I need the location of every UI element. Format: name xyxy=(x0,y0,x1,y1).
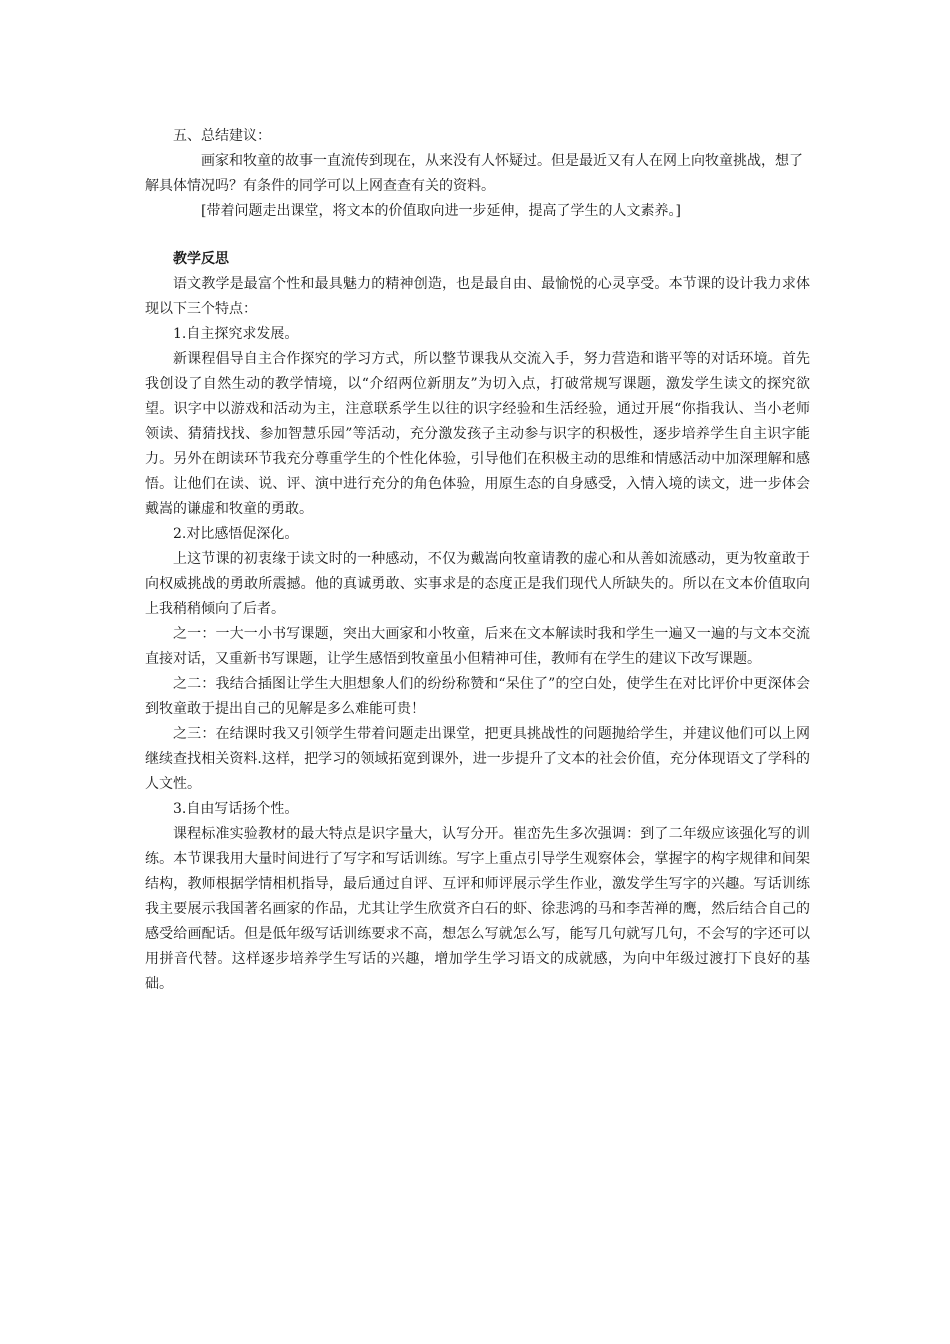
point-2-sub-1: 之一：一大一小书写课题，突出大画家和小牧童，后来在文本解读时我和学生一遍又一遍的与文本交流直接对话，又重新书写课题，让学生感悟到牧童虽小但精神可佳，教师有在学生的建议下改写课题。 xyxy=(145,626,810,667)
point-1-title: 1.自主探究求发展。 xyxy=(173,326,299,342)
reflection-title: 教学反思 xyxy=(173,251,229,267)
point-3-title: 3.自由写话扬个性。 xyxy=(173,801,299,817)
point-2-body: 上这节课的初衷缘于读文时的一种感动，不仅为戴嵩向牧童请教的虚心和从善如流感动，更为牧童敢于向权威挑战的勇敢所震撼。他的真诚勇敢、实事求是的态度正是我们现代人所缺失的。所以在文本价值取向上我稍稍倾向了后者。 xyxy=(145,551,810,617)
point-3-body: 课程标准实验教材的最大特点是识字量大，认写分开。崔峦先生多次强调：到了二年级应该强化写的训练。本节课我用大量时间进行了写字和写话训练。写字上重点引导学生观察体会，掌握字的构字规律和间架结构，教师根据学情相机指导，最后通过自评、互评和师评展示学生作业，激发学生写字的兴趣。写话训练我主要展示我国著名画家的作品，尤其让学生欣赏齐白石的虾、徐悲鸿的马和李苦禅的鹰，然后结合自己的感受给画配话。但是低年级写话训练要求不高，想怎么写就怎么写，能写几句就写几句，不会写的字还可以用拼音代替。这样逐步培养学生写话的兴趣，增加学生学习语文的成就感，为向中年级过渡打下良好的基础。 xyxy=(145,826,810,992)
section-spacer xyxy=(145,224,810,247)
document-page xyxy=(145,124,810,997)
section-5-body: 画家和牧童的故事一直流传到现在，从来没有人怀疑过。但是最近又有人在网上向牧童挑战，想了解具体情况吗？有条件的同学可以上网查查有关的资料。 xyxy=(145,153,803,194)
point-2-sub-2: 之二：我结合插图让学生大胆想象人们的纷纷称赞和“呆住了”的空白处，使学生在对比评价中更深体会到牧童敢于提出自己的见解是多么难能可贵！ xyxy=(145,676,810,717)
reflection-intro: 语文教学是最富个性和最具魅力的精神创造，也是最自由、最愉悦的心灵享受。本节课的设计我力求体现以下三个特点： xyxy=(145,276,810,317)
point-2-sub-3: 之三：在结课时我又引领学生带着问题走出课堂，把更具挑战性的问题抛给学生，并建议他们可以上网继续查找相关资料.这样，把学习的领域拓宽到课外，进一步提升了文本的社会价值，充分体现语文了学科的人文性。 xyxy=(145,726,810,792)
section-5-title: 五、总结建议： xyxy=(173,128,271,144)
section-5-note: [带着问题走出课堂，将文本的价值取向进一步延伸，提高了学生的人文素养。] xyxy=(201,203,681,219)
point-2-title: 2.对比感悟促深化。 xyxy=(173,526,299,542)
point-1-body: 新课程倡导自主合作探究的学习方式，所以整节课我从交流入手，努力营造和谐平等的对话环境。首先我创设了自然生动的教学情境，以“介绍两位新朋友”为切入点，打破常规写课题，激发学生读文的探究欲望。识字中以游戏和活动为主，注意联系学生以往的识字经验和生活经验，通过开展“你指我认、当小老师领读、猜猜找找、参加智慧乐园”等活动，充分激发孩子主动参与识字的积极性，逐步培养学生自主识字能力。另外在朗读环节我充分尊重学生的个性化体验，引导他们在积极主动的思维和情感活动中加深理解和感悟。让他们在读、说、评、演中进行充分的角色体验，用原生态的自身感受，入情入境的读文，进一步体会戴嵩的谦虚和牧童的勇敢。 xyxy=(145,351,810,517)
